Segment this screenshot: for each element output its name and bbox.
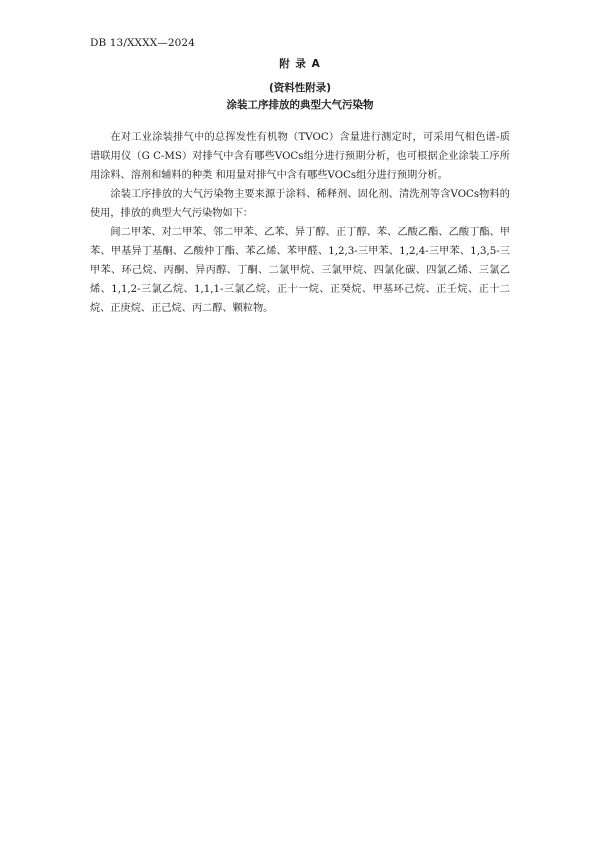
paragraph-pollutant-list: 间二甲苯、对二甲苯、邻二甲苯、乙苯、异丁醇、正丁醇、苯、乙酸乙酯、乙酸丁酯、甲苯、甲基异丁基酮、乙酸仲丁酯、苯乙烯、苯甲醛、1,2,3-三甲苯、1,2,4-三甲苯、1,3,5-三甲苯、环己烷、丙酮、异丙醇、丁酮、二氯甲烷、三氯甲烷、四氯化碳、四氯乙烯、三氯乙烯、1,1,2-三氯乙烷、1,1,1-三氯乙烷、正十一烷、正癸烷、甲基环己烷、正壬烷、正十二烷、正庚烷、正己烷、丙二醇、颗粒物。 — [90, 227, 510, 314]
document-code: DB 13/XXXX—2024 — [90, 37, 195, 49]
annex-title: 附 录 A — [279, 58, 321, 70]
paragraph-tvoc-method: 在对工业涂装排气中的总挥发性有机物（TVOC）含量进行测定时，可采用气相色谱-质谱联用仪（G C-MS）对排气中含有哪些VOCs组分进行预期分析，也可根据企业涂装工序所用涂料、溶剂和辅料的种类 和用量对排气中含有哪些VOCs组分进行预期分析。 — [90, 132, 510, 181]
paragraph-pollutant-source: 涂装工序排放的大气污染物主要来源于涂料、稀释剂、固化剂、清洗剂等含VOCs物料的使用，排放的典型大气污染物如下： — [90, 189, 510, 219]
annex-type: (资料性附录) — [268, 82, 332, 94]
annex-subject: 涂装工序排放的典型大气污染物 — [226, 99, 374, 111]
annex-body — [90, 128, 510, 318]
